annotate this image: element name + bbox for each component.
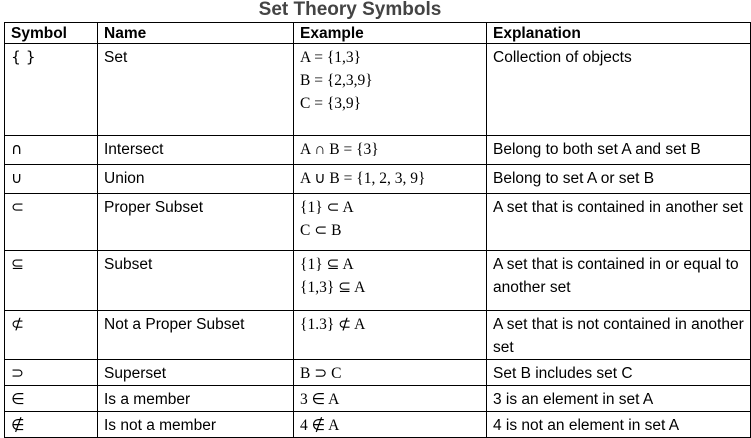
column-header-example: Example	[294, 23, 487, 44]
explanation-cell: A set that is contained in or equal to another set	[487, 251, 751, 311]
name-cell: Intersect	[98, 136, 294, 165]
page-title: Set Theory Symbols	[258, 0, 442, 20]
example-line: {1.3} ⊄ A	[300, 316, 366, 333]
explanation-cell: A set that is not contained in another set	[487, 311, 751, 360]
symbol-cell: { }	[5, 44, 98, 136]
table-row	[5, 386, 751, 412]
table-row	[5, 194, 751, 251]
explanation-cell: Set B includes set C	[487, 360, 751, 386]
symbol-cell: ⊄	[5, 311, 98, 360]
table-header-row	[5, 23, 751, 44]
example-line: {1} ⊆ A	[300, 256, 354, 273]
symbol-cell: ⊆	[5, 251, 98, 311]
example-line: {1,3} ⊆ A	[300, 279, 366, 296]
example-cell	[294, 360, 487, 386]
example-line: B ⊃ C	[300, 365, 342, 382]
example-line: A ∪ B = {1, 2, 3, 9}	[300, 170, 426, 187]
set-symbols-table	[4, 22, 751, 438]
example-line: 3 ∈ A	[300, 391, 340, 408]
name-cell: Is a member	[98, 386, 294, 412]
example-cell	[294, 386, 487, 412]
example-line: B = {2,3,9}	[300, 72, 373, 89]
table-row	[5, 251, 751, 311]
example-line: 4 ∉ A	[300, 417, 340, 434]
name-cell: Union	[98, 165, 294, 194]
example-line: A = {1,3}	[300, 49, 362, 66]
name-cell: Subset	[98, 251, 294, 311]
table-row	[5, 136, 751, 165]
example-line: C ⊂ B	[300, 222, 342, 239]
explanation-cell: Belong to both set A and set B	[487, 136, 751, 165]
example-cell	[294, 194, 487, 251]
explanation-cell: Collection of objects	[487, 44, 751, 136]
symbol-cell: ∉	[5, 412, 98, 438]
example-line: C = {3,9}	[300, 95, 362, 112]
name-cell: Proper Subset	[98, 194, 294, 251]
symbol-cell: ∪	[5, 165, 98, 194]
example-cell	[294, 165, 487, 194]
column-header-symbol: Symbol	[5, 23, 98, 44]
name-cell: Set	[98, 44, 294, 136]
name-cell: Not a Proper Subset	[98, 311, 294, 360]
name-cell: Superset	[98, 360, 294, 386]
explanation-cell: Belong to set A or set B	[487, 165, 751, 194]
example-line: {1} ⊂ A	[300, 199, 354, 216]
symbol-cell: ⊂	[5, 194, 98, 251]
column-header-name: Name	[98, 23, 294, 44]
table-row	[5, 165, 751, 194]
explanation-cell: A set that is contained in another set	[487, 194, 751, 251]
symbol-cell: ∈	[5, 386, 98, 412]
symbol-cell: ∩	[5, 136, 98, 165]
table-row	[5, 360, 751, 386]
example-cell	[294, 44, 487, 136]
explanation-cell: 4 is not an element in set A	[487, 412, 751, 438]
symbol-cell: ⊃	[5, 360, 98, 386]
table-row	[5, 44, 751, 136]
explanation-cell: 3 is an element in set A	[487, 386, 751, 412]
example-cell	[294, 251, 487, 311]
table-row	[5, 311, 751, 360]
name-cell: Is not a member	[98, 412, 294, 438]
example-cell	[294, 311, 487, 360]
example-cell	[294, 136, 487, 165]
column-header-explanation: Explanation	[487, 23, 751, 44]
example-line: A ∩ B = {3}	[300, 141, 379, 158]
